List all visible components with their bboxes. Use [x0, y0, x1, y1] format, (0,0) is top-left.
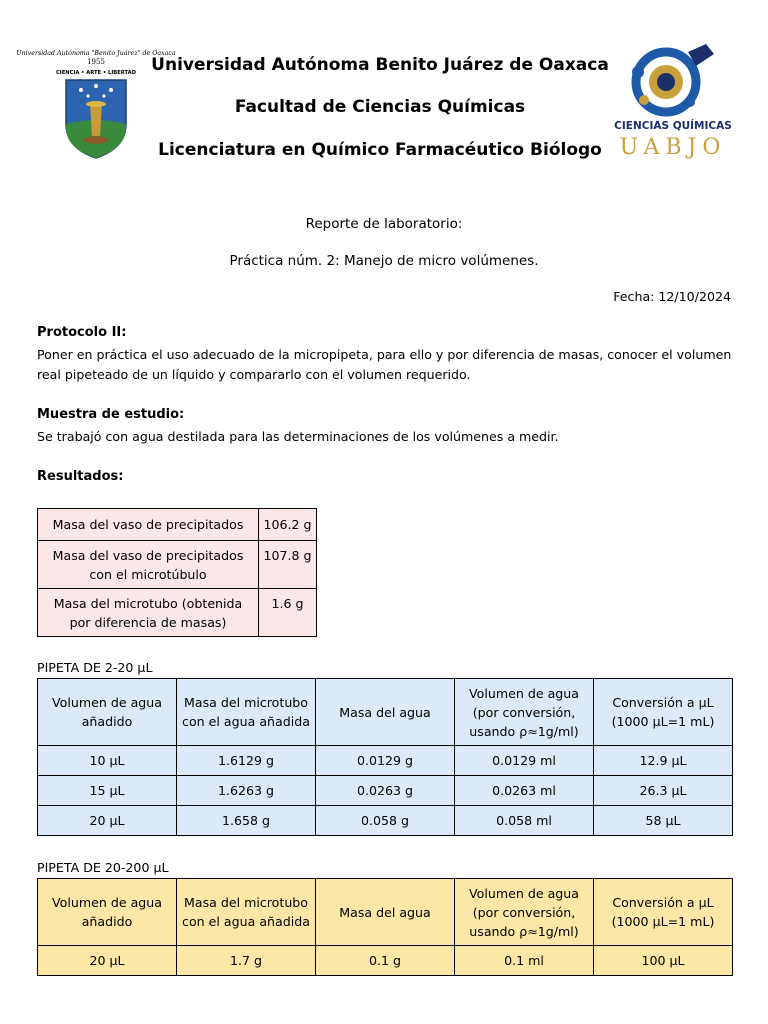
- table-cell: 12.9 μL: [594, 746, 733, 776]
- table-header-row: [38, 879, 733, 946]
- sample-text: Se trabajó con agua destilada para las determinaciones de los volúmenes a medir.: [37, 429, 559, 444]
- report-title: Reporte de laboratorio:: [305, 216, 463, 232]
- column-header: Conversión a μL (1000 μL=1 mL): [594, 879, 733, 946]
- protocol-text-line2: real pipeteado de un líquido y compararlo con el volumen requerido.: [37, 367, 471, 382]
- pipette2-table: [37, 878, 733, 976]
- report-date: Fecha: 12/10/2024: [613, 289, 731, 304]
- mass-label: Masa del vaso de precipitados: [38, 509, 259, 541]
- column-header: Volumen de agua (por conversión, usando ρ≈1g/ml): [455, 679, 594, 746]
- pipette1-title: PIPETA DE 2-20 μL: [37, 660, 153, 675]
- svg-text:Universidad Autónoma "Benito J: Universidad Autónoma "Benito Juárez" de Oaxaca: [16, 50, 176, 57]
- table-row: [38, 589, 317, 637]
- pipette2-title: PIPETA DE 20-200 μL: [37, 860, 169, 875]
- table-cell: 15 μL: [38, 776, 177, 806]
- table-cell: 20 μL: [38, 806, 177, 836]
- column-header: Volumen de agua (por conversión, usando ρ≈1g/ml): [455, 879, 594, 946]
- table-row: [38, 541, 317, 589]
- table-cell: 0.058 ml: [455, 806, 594, 836]
- table-cell: 0.0129 ml: [455, 746, 594, 776]
- mass-label: Masa del microtubo (obtenida por diferencia de masas): [38, 589, 259, 637]
- faculty-name: Facultad de Ciencias Químicas: [234, 97, 526, 117]
- table-cell: 1.6129 g: [177, 746, 316, 776]
- svg-text:UABJO: UABJO: [619, 135, 727, 160]
- mass-value: 107.8 g: [259, 541, 317, 589]
- degree-name: Licenciatura en Químico Farmacéutico Biólogo: [158, 140, 602, 160]
- table-row: [38, 746, 733, 776]
- table-row: [38, 509, 317, 541]
- table-cell: 26.3 μL: [594, 776, 733, 806]
- table-cell: 0.1 g: [316, 946, 455, 976]
- table-cell: 0.0263 g: [316, 776, 455, 806]
- table-row: [38, 806, 733, 836]
- column-header: Masa del microtubo con el agua añadida: [177, 679, 316, 746]
- table-cell: 0.0129 g: [316, 746, 455, 776]
- table-cell: 58 μL: [594, 806, 733, 836]
- column-header: Masa del microtubo con el agua añadida: [177, 879, 316, 946]
- pipette1-table: [37, 678, 733, 836]
- table-cell: 0.1 ml: [455, 946, 594, 976]
- svg-text:1955: 1955: [87, 58, 105, 66]
- results-heading: Resultados:: [37, 469, 124, 484]
- mass-label: Masa del vaso de precipitados con el microtúbulo: [38, 541, 259, 589]
- university-shield-logo: [16, 44, 176, 160]
- mass-value: 1.6 g: [259, 589, 317, 637]
- table-cell: 100 μL: [594, 946, 733, 976]
- column-header: Volumen de agua añadido: [38, 679, 177, 746]
- table-row: [38, 946, 733, 976]
- table-cell: 1.658 g: [177, 806, 316, 836]
- mass-value: 106.2 g: [259, 509, 317, 541]
- table-row: [38, 776, 733, 806]
- table-cell: 0.0263 ml: [455, 776, 594, 806]
- protocol-heading: Protocolo II:: [37, 325, 127, 340]
- table-cell: 0.058 g: [316, 806, 455, 836]
- table-cell: 20 μL: [38, 946, 177, 976]
- table-cell: 10 μL: [38, 746, 177, 776]
- column-header: Conversión a μL (1000 μL=1 mL): [594, 679, 733, 746]
- svg-text:CIENCIAS QUÍMICAS: CIENCIAS QUÍMICAS: [614, 120, 732, 132]
- ciencias-quimicas-logo: [610, 42, 736, 160]
- protocol-text-line1: Poner en práctica el uso adecuado de la micropipeta, para ello y por diferencia de masas, conocer el volumen: [37, 347, 732, 362]
- mass-table: [37, 508, 317, 637]
- column-header: Volumen de agua añadido: [38, 879, 177, 946]
- column-header: Masa del agua: [316, 679, 455, 746]
- column-header: Masa del agua: [316, 879, 455, 946]
- table-cell: 1.7 g: [177, 946, 316, 976]
- practice-title: Práctica núm. 2: Manejo de micro volúmenes.: [229, 253, 539, 269]
- university-name: Universidad Autónoma Benito Juárez de Oaxaca: [151, 55, 609, 75]
- svg-text:CIENCIA • ARTE • LIBERTAD: CIENCIA • ARTE • LIBERTAD: [55, 70, 137, 76]
- table-cell: 1.6263 g: [177, 776, 316, 806]
- sample-heading: Muestra de estudio:: [37, 407, 185, 422]
- table-header-row: [38, 679, 733, 746]
